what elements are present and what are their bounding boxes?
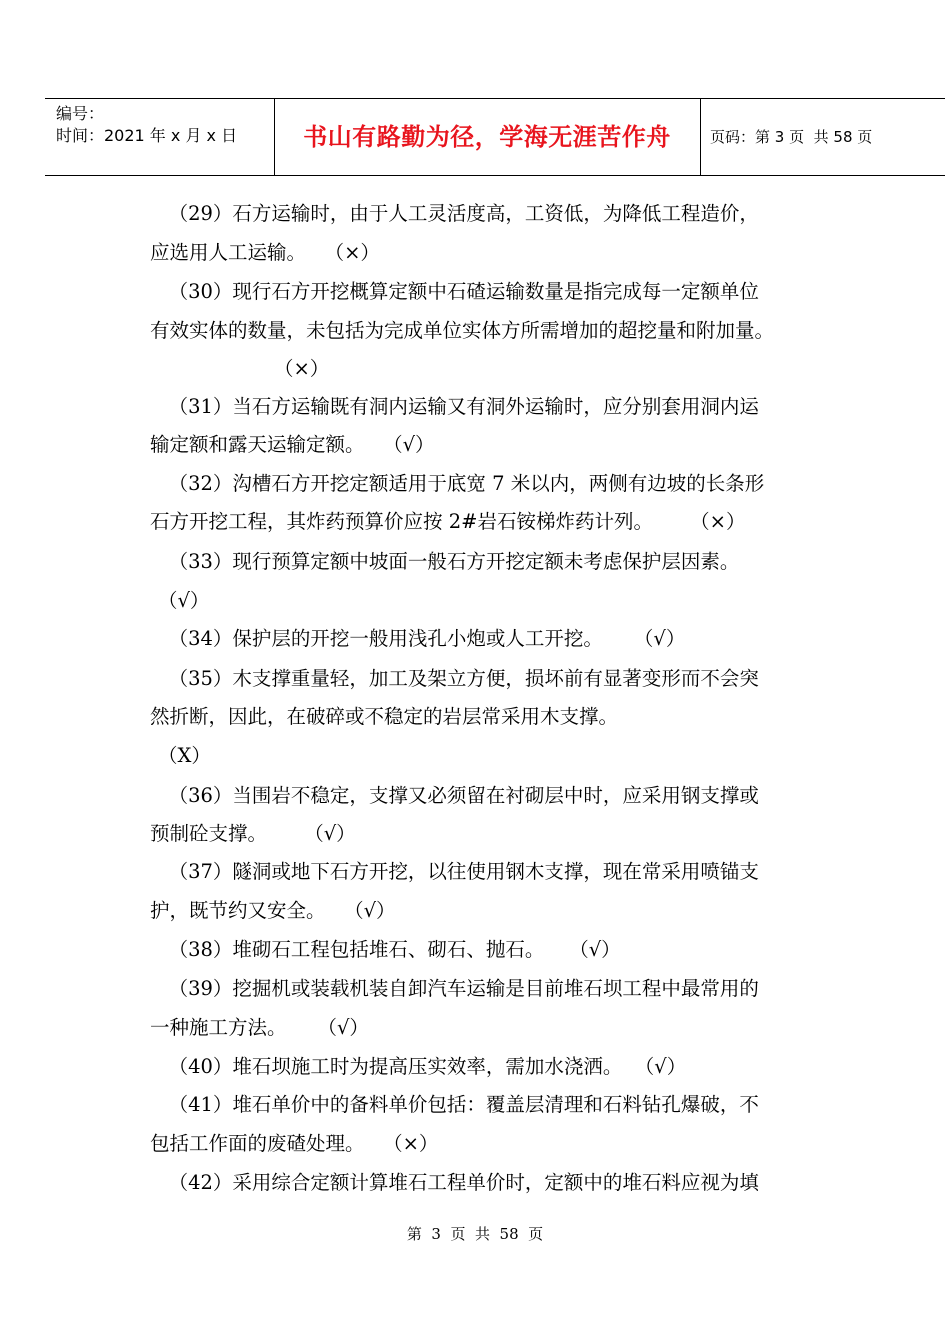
text-line: （30）现行石方开挖概算定额中石碴运输数量是指完成每一定额单位 xyxy=(150,280,759,303)
page-header xyxy=(45,98,945,176)
text-line: （37）隧洞或地下石方开挖，以往使用钢木支撑，现在常采用喷锚支 xyxy=(150,860,759,883)
header-meta xyxy=(56,103,237,147)
header-motto: 书山有路勤为径，学海无涯苦作舟 xyxy=(303,123,671,151)
text-line: 输定额和露天运输定额。 （√） xyxy=(150,433,435,456)
text-line: 包括工作面的废碴处理。 （×） xyxy=(150,1132,439,1155)
text-line: （40）堆石坝施工时为提高压实效率，需加水浇洒。 （√） xyxy=(150,1055,687,1078)
text-line: 石方开挖工程，其炸药预算价应按 2#岩石铵梯炸药计列。 （×） xyxy=(150,510,746,533)
text-line: （31）当石方运输既有洞内运输又有洞外运输时，应分别套用洞内运 xyxy=(150,395,759,418)
page-total: 58 xyxy=(833,128,853,146)
text-line: 预制砼支撑。 （√） xyxy=(150,822,356,845)
text-line: 有效实体的数量，未包括为完成单位实体方所需增加的超挖量和附加量。 xyxy=(150,319,775,342)
code-label: 编号： xyxy=(56,104,105,123)
text-line: （34）保护层的开挖一般用浅孔小炮或人工开挖。 （√） xyxy=(150,627,686,650)
text-line: 然折断，因此，在破碎或不稳定的岩层常采用木支撑。 xyxy=(150,705,619,728)
text-line: （36）当围岩不稳定，支撑又必须留在衬砌层中时，应采用钢支撑或 xyxy=(150,784,759,807)
header-divider-right xyxy=(700,99,701,175)
text-line: 应选用人工运输。 （×） xyxy=(150,241,380,264)
page-current: 3 xyxy=(774,128,785,146)
text-line: 一种施工方法。 （√） xyxy=(150,1016,369,1039)
text-line: （38）堆砌石工程包括堆石、砌石、抛石。 （√） xyxy=(150,938,621,961)
text-line: （41）堆石单价中的备料单价包括：覆盖层清理和石料钻孔爆破，不 xyxy=(150,1093,759,1116)
text-line: （√） xyxy=(158,589,210,612)
text-line: （33）现行预算定额中坡面一般石方开挖定额未考虑保护层因素。 xyxy=(150,550,740,573)
text-line: （32）沟槽石方开挖定额适用于底宽 7 米以内，两侧有边坡的长条形 xyxy=(150,472,765,495)
page-mid: 页 共 xyxy=(784,128,834,146)
text-line: （29）石方运输时，由于人工灵活度高，工资低，为降低工程造价， xyxy=(150,202,759,225)
text-line: （42）采用综合定额计算堆石工程单价时，定额中的堆石料应视为填 xyxy=(150,1171,759,1194)
header-page-number xyxy=(710,125,872,149)
page-suffix: 页 xyxy=(852,128,873,146)
page-footer: 第 3 页 共 58 页 xyxy=(406,1225,544,1243)
text-line: （39）挖掘机或装载机装自卸汽车运输是目前堆石坝工程中最常用的 xyxy=(150,977,759,1000)
text-line: 护，既节约又安全。 （√） xyxy=(150,899,396,922)
page-prefix: 页码：第 xyxy=(710,128,775,146)
time-label: 时间：2021 年 x 月 x 日 xyxy=(56,126,238,145)
text-line: （X） xyxy=(158,744,211,767)
text-line: （×） xyxy=(150,357,330,380)
text-line: （35）木支撑重量轻，加工及架立方便，损坏前有显著变形而不会突 xyxy=(150,667,759,690)
